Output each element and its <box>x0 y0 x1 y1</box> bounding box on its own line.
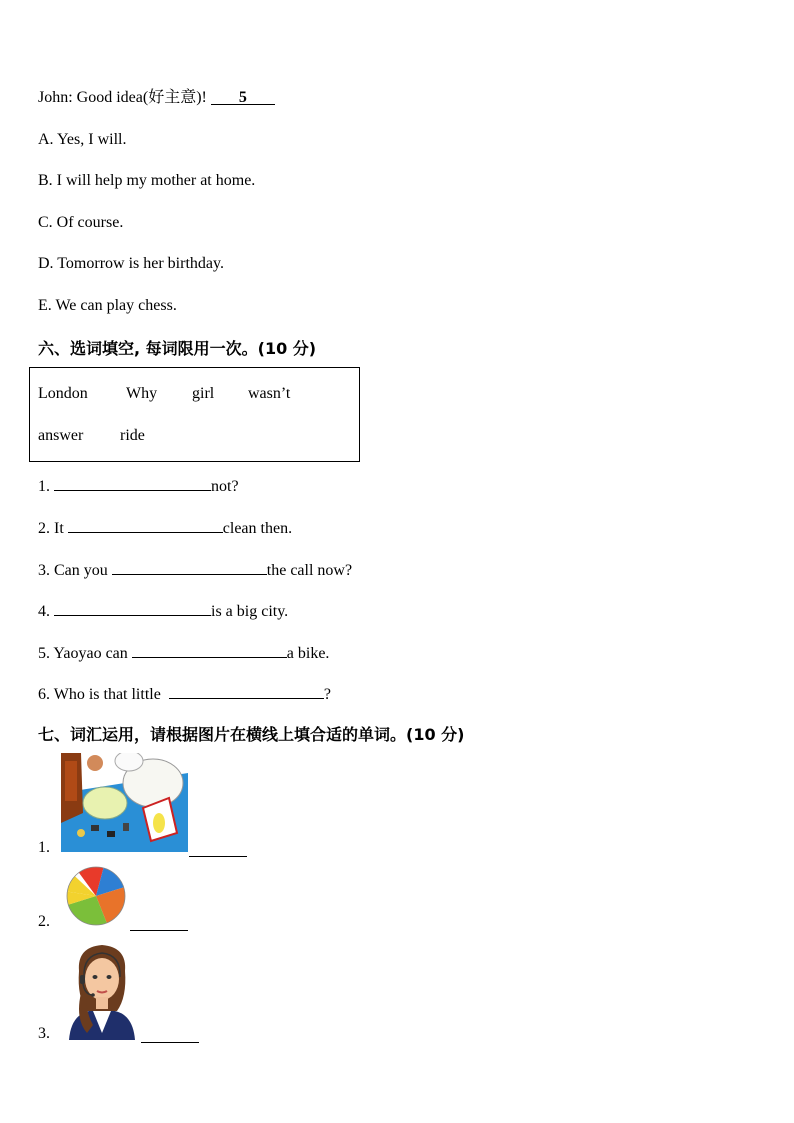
option-e: E. We can play chess. <box>38 297 177 314</box>
question-suffix: the call now? <box>266 562 353 579</box>
dialogue-answer-blank[interactable] <box>211 88 275 105</box>
answer-blank[interactable] <box>54 474 211 491</box>
answer-blank[interactable] <box>132 641 287 658</box>
answer-blank[interactable] <box>54 599 211 616</box>
option-a: A. Yes, I will. <box>38 131 127 148</box>
question-2 <box>38 516 292 539</box>
question-5 <box>38 641 329 664</box>
question-suffix: a bike. <box>286 645 330 662</box>
word-bank-item: Why <box>126 385 158 402</box>
question-suffix: not? <box>211 478 239 495</box>
item-1-number: 1. <box>38 839 50 856</box>
question-number: 4. <box>38 603 50 620</box>
word-bank-item: wasn’t <box>248 385 291 402</box>
question-number: 5. <box>38 645 50 662</box>
question-4 <box>38 599 288 622</box>
answer-blank[interactable] <box>112 558 267 575</box>
dialogue-text: Good idea(好主意)! <box>76 89 207 106</box>
operator-woman-illustration <box>63 941 141 1040</box>
question-number: 6. <box>38 686 50 703</box>
question-suffix: is a big city. <box>211 603 289 620</box>
question-3 <box>38 558 352 581</box>
item-1-answer-blank[interactable] <box>189 840 247 857</box>
answer-blank[interactable] <box>68 516 223 533</box>
beach-ball-illustration <box>64 866 128 926</box>
section6-title: 六、选词填空, 每词限用一次。(10 分) <box>38 339 317 358</box>
question-prefix: Who is that little <box>53 686 161 703</box>
question-number: 3. <box>38 562 50 579</box>
item-3-number: 3. <box>38 1025 50 1042</box>
question-6 <box>38 682 331 705</box>
question-prefix: It <box>54 520 64 537</box>
word-bank-item: answer <box>38 427 84 444</box>
word-bank-box <box>29 367 360 462</box>
dialogue-line <box>38 88 275 108</box>
question-number: 2. <box>38 520 50 537</box>
question-suffix: ? <box>323 686 331 703</box>
option-c: C. Of course. <box>38 214 124 231</box>
item-2-number: 2. <box>38 913 50 930</box>
dialogue-answer: 5 <box>238 89 247 106</box>
question-prefix: Can you <box>54 562 108 579</box>
word-bank-item: London <box>38 385 88 402</box>
section7-title: 七、词汇运用，请根据图片在横线上填合适的单词。(10 分) <box>38 725 465 744</box>
word-bank-item: girl <box>192 385 215 402</box>
word-bank-item: ride <box>120 427 145 444</box>
item-2-answer-blank[interactable] <box>130 914 188 931</box>
item-3-answer-blank[interactable] <box>141 1026 199 1043</box>
answer-blank[interactable] <box>169 682 324 699</box>
option-b: B. I will help my mother at home. <box>38 172 256 189</box>
question-number: 1. <box>38 478 50 495</box>
question-1 <box>38 474 239 497</box>
question-suffix: clean then. <box>222 520 293 537</box>
dialogue-speaker: John: <box>38 89 73 106</box>
picnic-illustration <box>61 753 188 852</box>
option-d: D. Tomorrow is her birthday. <box>38 255 224 272</box>
question-prefix: Yaoyao can <box>53 645 128 662</box>
